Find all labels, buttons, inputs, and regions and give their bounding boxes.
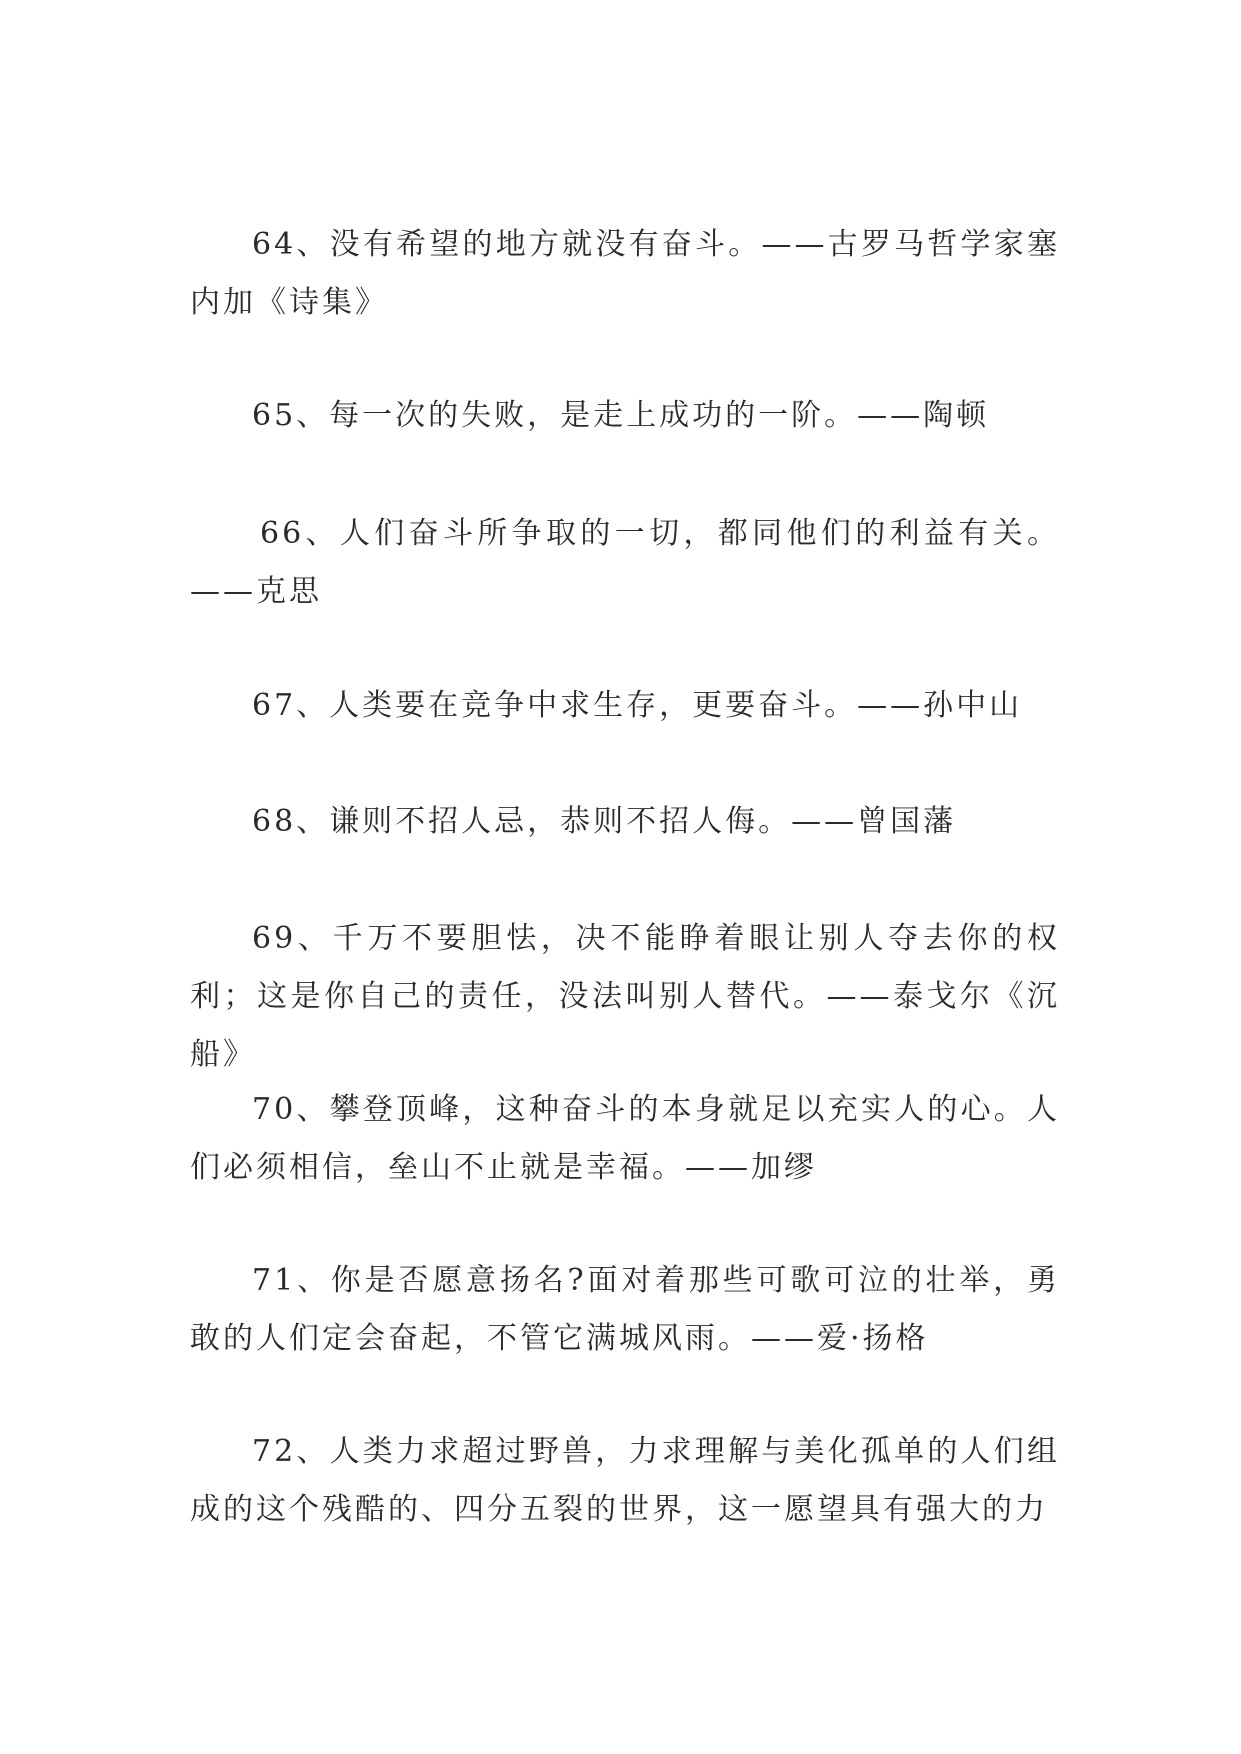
quote-66: 66、人们奋斗所争取的一切，都同他们的利益有关。——克思 (190, 516, 1060, 609)
quote-67: 67、人类要在竞争中求生存，更要奋斗。——孙中山 (252, 688, 1023, 723)
quote-68: 68、谦则不招人忌，恭则不招人侮。——曾国藩 (252, 804, 957, 839)
quote-70: 70、攀登顶峰，这种奋斗的本身就足以充实人的心。人们必须相信，垒山不止就是幸福。——加缪 (190, 1092, 1060, 1185)
quote-64: 64、没有希望的地方就没有奋斗。——古罗马哲学家塞内加《诗集》 (190, 227, 1060, 320)
quote-65: 65、每一次的失败，是走上成功的一阶。——陶顿 (252, 398, 990, 433)
quote-72: 72、人类力求超过野兽，力求理解与美化孤单的人们组成的这个残酷的、四分五裂的世界，这一愿望具有强大的力 (190, 1434, 1060, 1527)
quote-69: 69、千万不要胆怯，决不能睁着眼让别人夺去你的权利；这是你自己的责任，没法叫别人替代。——泰戈尔《沉船》 (190, 921, 1060, 1072)
quote-71: 71、你是否愿意扬名?面对着那些可歌可泣的壮举，勇敢的人们定会奋起，不管它满城风雨。——爱·扬格 (190, 1263, 1060, 1356)
